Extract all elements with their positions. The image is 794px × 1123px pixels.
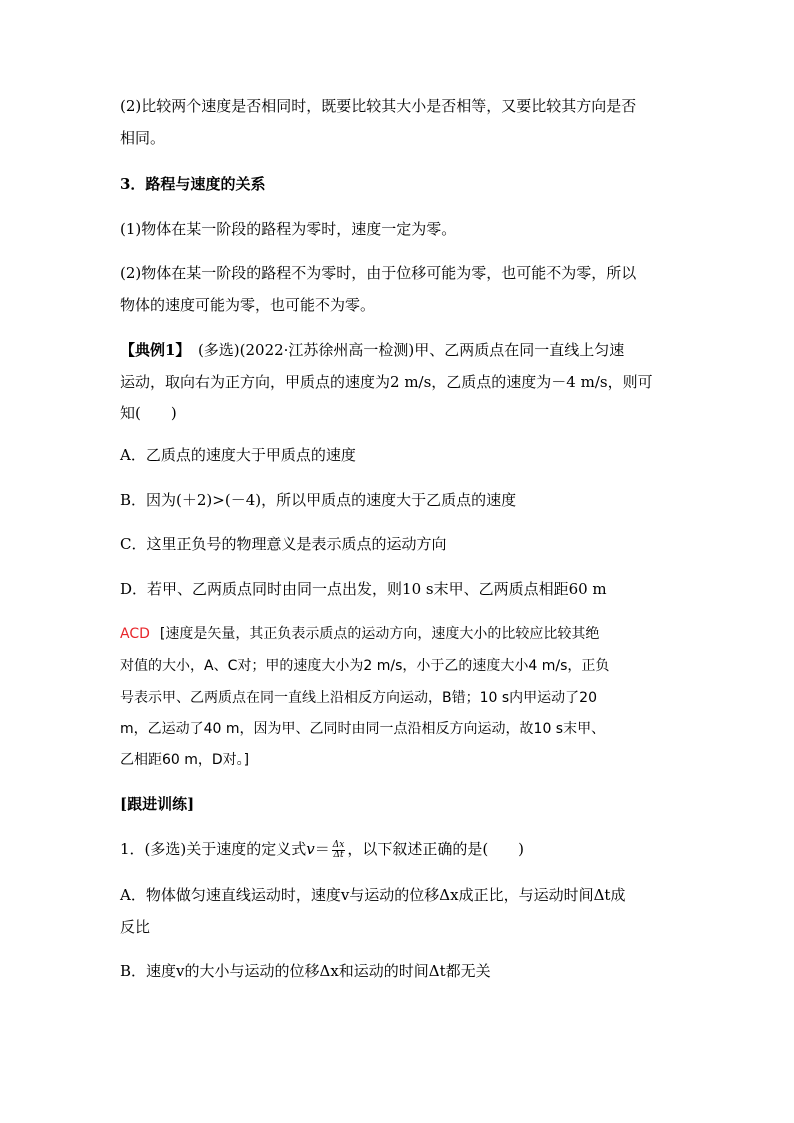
practice-option-b: B．速度v的大小与运动的位移Δx和运动的时间Δt都无关 [120, 962, 491, 980]
practice-option-a-line-1: A．物体做匀速直线运动时，速度v与运动的位移Δx成正比，与运动时间Δt成 [120, 886, 626, 904]
practice-option-a-line-2: 反比 [120, 918, 151, 936]
example-1-line-2: 运动，取向右为正方向，甲质点的速度为2 m/s，乙质点的速度为－4 m/s，则可 [120, 373, 653, 391]
answer-line-5: 乙相距60 m，D对。] [120, 752, 250, 768]
example-1-question-start: (多选)(2022·江苏徐州高一检测)甲、乙两质点在同一直线上匀速 [182, 341, 625, 359]
section-3-heading: 3．路程与速度的关系 [120, 175, 266, 193]
practice-tag: [跟进训练] [120, 795, 195, 813]
answer-explanation-start: [速度是矢量，其正负表示质点的运动方向，速度大小的比较应比较其绝 [159, 626, 600, 642]
question-1-prefix: 1．(多选)关于速度的定义式 [120, 840, 307, 858]
example-1-line-1 [120, 340, 680, 360]
example-1-label: 【典例1】 [120, 341, 183, 359]
note-line-2: 相同。 [120, 129, 166, 147]
answer-line-1 [120, 624, 680, 644]
answer-line-2: 对值的大小，A、C对；甲的速度大小为2 m/s，小于乙的速度大小4 m/s，正负 [120, 658, 610, 674]
answer-line-3: 号表示甲、乙两质点在同一直线上沿相反方向运动，B错；10 s内甲运动了20 [120, 690, 597, 706]
example-1-option-c: C．这里正负号的物理意义是表示质点的运动方向 [120, 535, 447, 553]
answer-label: ACD [120, 626, 150, 642]
section-3-item-2-line-1: (2)物体在某一阶段的路程不为零时，由于位移可能为零，也可能不为零，所以 [120, 264, 637, 282]
example-1-option-d: D．若甲、乙两质点同时由同一点出发，则10 s末甲、乙两质点相距60 m [120, 580, 607, 598]
question-1-suffix: ，以下叙述正确的是( ) [347, 840, 525, 858]
equals-sign: ＝ [314, 840, 330, 858]
velocity-fraction [332, 841, 346, 860]
velocity-symbol: v [306, 840, 315, 858]
example-1-line-3: 知( ) [120, 404, 177, 422]
fraction-numerator: Δx [332, 839, 345, 850]
section-3-item-1: (1)物体在某一阶段的路程为零时，速度一定为零。 [120, 220, 457, 238]
fraction-denominator: Δt [333, 849, 344, 860]
practice-question-1 [120, 839, 680, 860]
example-1-option-b: B．因为(＋2)>(－4)，所以甲质点的速度大于乙质点的速度 [120, 491, 517, 509]
note-line-1: (2)比较两个速度是否相同时，既要比较其大小是否相等，又要比较其方向是否 [120, 97, 637, 115]
section-3-item-2-line-2: 物体的速度可能为零，也可能不为零。 [120, 296, 376, 314]
example-1-option-a: A．乙质点的速度大于甲质点的速度 [120, 446, 356, 464]
answer-line-4: m，乙运动了40 m，因为甲、乙同时由同一点沿相反方向运动，故10 s末甲、 [120, 721, 606, 737]
